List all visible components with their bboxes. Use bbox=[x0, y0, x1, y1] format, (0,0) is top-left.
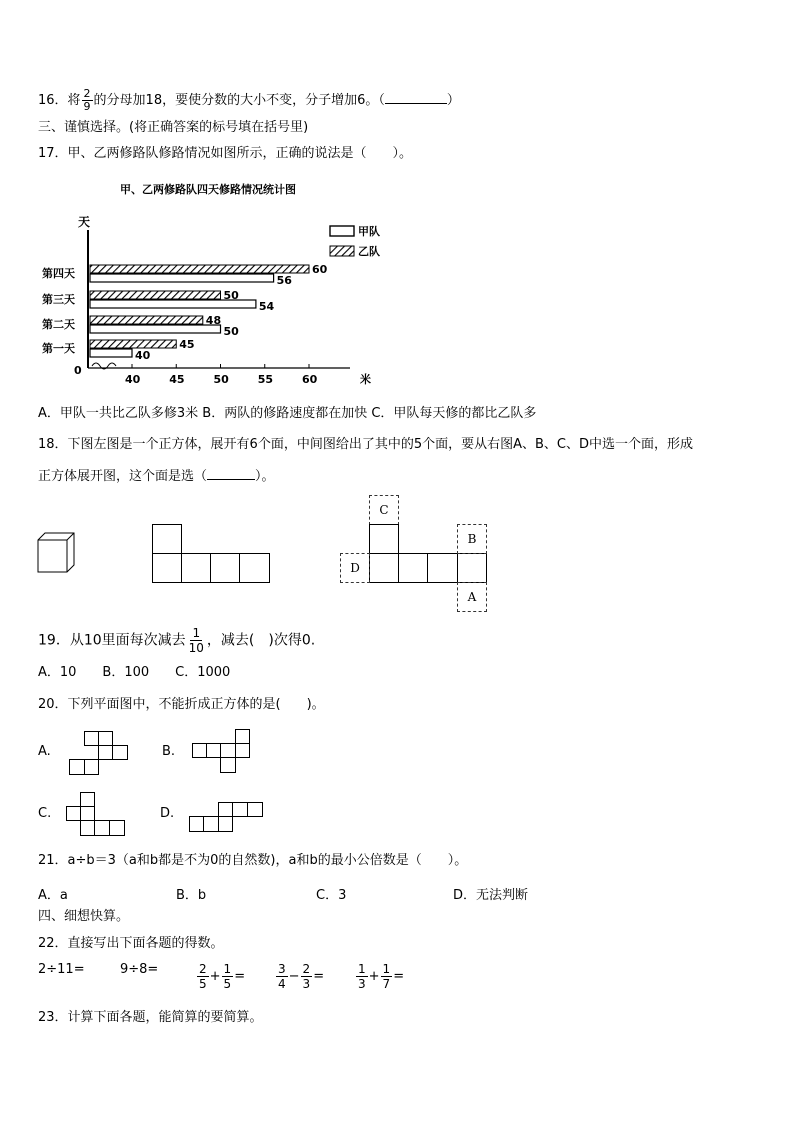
question-18-line2: 正方体展开图，这个面是选（ ）。 bbox=[38, 469, 275, 484]
question-16: 16．将 $\frac{2}{9}$ 的分母加18，要使分数的大小不变，分子增加6。（ ） bbox=[38, 87, 460, 113]
tick-label-0: 0 bbox=[74, 364, 82, 377]
option-C-label[interactable]: C. bbox=[38, 806, 52, 821]
bar-jia-2 bbox=[90, 325, 221, 333]
question-21: 21．a÷b＝3（a和b都是不为0的自然数)，a和b的最小公倍数是（ ）。 bbox=[38, 853, 468, 868]
data-label-yi-4: 60 bbox=[312, 263, 328, 276]
chart-legend bbox=[330, 224, 380, 258]
option-B[interactable]: B．b bbox=[176, 888, 207, 903]
option-D-face[interactable]: D bbox=[340, 553, 370, 583]
bar-yi-3 bbox=[90, 291, 221, 299]
data-label-jia-2: 50 bbox=[223, 325, 239, 338]
option-B-label[interactable]: B. bbox=[162, 744, 176, 759]
calc-item-5: $\frac{1}{3}$ + $\frac{1}{7}$ = bbox=[358, 962, 405, 991]
question-19: 19．从10里面每次减去 $\frac{1}{10}$ ，减去( )次得0. bbox=[38, 626, 316, 655]
option-D-label[interactable]: D. bbox=[160, 806, 175, 821]
bar-jia-4 bbox=[90, 274, 274, 282]
y-axis-label: 天 bbox=[78, 215, 91, 229]
calc-item-2: 9÷8= bbox=[120, 962, 159, 977]
legend-swatch-yi bbox=[330, 246, 354, 256]
tick-label-60: 60 bbox=[302, 373, 318, 386]
data-label-jia-4: 56 bbox=[276, 274, 292, 287]
category-label-3: 第三天 bbox=[42, 293, 75, 306]
option-B-face[interactable]: B bbox=[457, 524, 487, 554]
data-label-yi-1: 45 bbox=[179, 338, 195, 351]
question-17-options: A．甲队一共比乙队多修3米 B．两队的修路速度都在加快 C．甲队每天修的都比乙队多 bbox=[38, 406, 537, 421]
calc-item-3: $\frac{2}{5}$ + $\frac{1}{5}$ = bbox=[199, 962, 246, 991]
option-C-face[interactable]: C bbox=[369, 495, 399, 525]
option-A-label[interactable]: A. bbox=[38, 744, 51, 759]
x-axis-label: 米 bbox=[360, 373, 371, 386]
option-C[interactable]: C．3 bbox=[316, 888, 347, 903]
question-20: 20．下列平面图中，不能折成正方体的是( )。 bbox=[38, 697, 325, 712]
data-label-yi-2: 48 bbox=[205, 314, 222, 327]
fraction: $\frac{1}{10}$ bbox=[188, 626, 204, 655]
option-D[interactable]: D．无法判断 bbox=[453, 888, 529, 903]
answer-blank[interactable] bbox=[207, 467, 255, 480]
section-3-heading: 三、谨慎选择。(将正确答案的标号填在括号里) bbox=[38, 120, 309, 135]
legend-label-jia: 甲队 bbox=[358, 225, 380, 238]
cube-figure bbox=[37, 532, 77, 574]
category-label-4: 第四天 bbox=[42, 267, 75, 280]
bar-yi-4 bbox=[90, 265, 309, 273]
question-23: 23．计算下面各题，能简算的要简算。 bbox=[38, 1010, 263, 1025]
category-label-2: 第二天 bbox=[42, 318, 75, 331]
tick-label-50: 50 bbox=[213, 373, 229, 386]
data-label-jia-3: 54 bbox=[258, 300, 275, 313]
question-19-options: A．10 B．100 C．1000 bbox=[38, 665, 231, 680]
bar-jia-1 bbox=[90, 349, 132, 357]
answer-blank[interactable] bbox=[385, 91, 447, 104]
question-18-line1: 18．下图左图是一个正方体，展开有6个面，中间图给出了其中的5个面，要从右图A、B、C、D中选一个面，形成 bbox=[38, 437, 693, 452]
legend-swatch-jia bbox=[330, 226, 354, 236]
calc-item-1: 2÷11= bbox=[38, 962, 85, 977]
tick-label-45: 45 bbox=[169, 373, 185, 386]
section-4-heading: 四、细想快算。 bbox=[38, 909, 130, 924]
option-A[interactable]: A．a bbox=[38, 888, 68, 903]
bar-chart bbox=[30, 178, 410, 393]
category-label-1: 第一天 bbox=[42, 342, 75, 355]
calc-item-4: $\frac{3}{4}$ − $\frac{2}{3}$ = bbox=[278, 962, 325, 991]
data-label-jia-1: 40 bbox=[135, 349, 151, 362]
bar-yi-2 bbox=[90, 316, 203, 324]
tick-label-40: 40 bbox=[125, 373, 141, 386]
question-22: 22．直接写出下面各题的得数。 bbox=[38, 936, 224, 951]
option-A-face[interactable]: A bbox=[457, 582, 487, 612]
question-17: 17．甲、乙两修路队修路情况如图所示，正确的说法是（ ）。 bbox=[38, 146, 413, 161]
chart-title: 甲、乙两修路队四天修路情况统计图 bbox=[120, 183, 296, 196]
data-label-yi-3: 50 bbox=[223, 289, 239, 302]
legend-label-yi: 乙队 bbox=[358, 245, 380, 258]
bar-yi-1 bbox=[90, 340, 176, 348]
tick-label-55: 55 bbox=[257, 373, 274, 386]
fraction: $\frac{2}{9}$ bbox=[83, 87, 91, 113]
